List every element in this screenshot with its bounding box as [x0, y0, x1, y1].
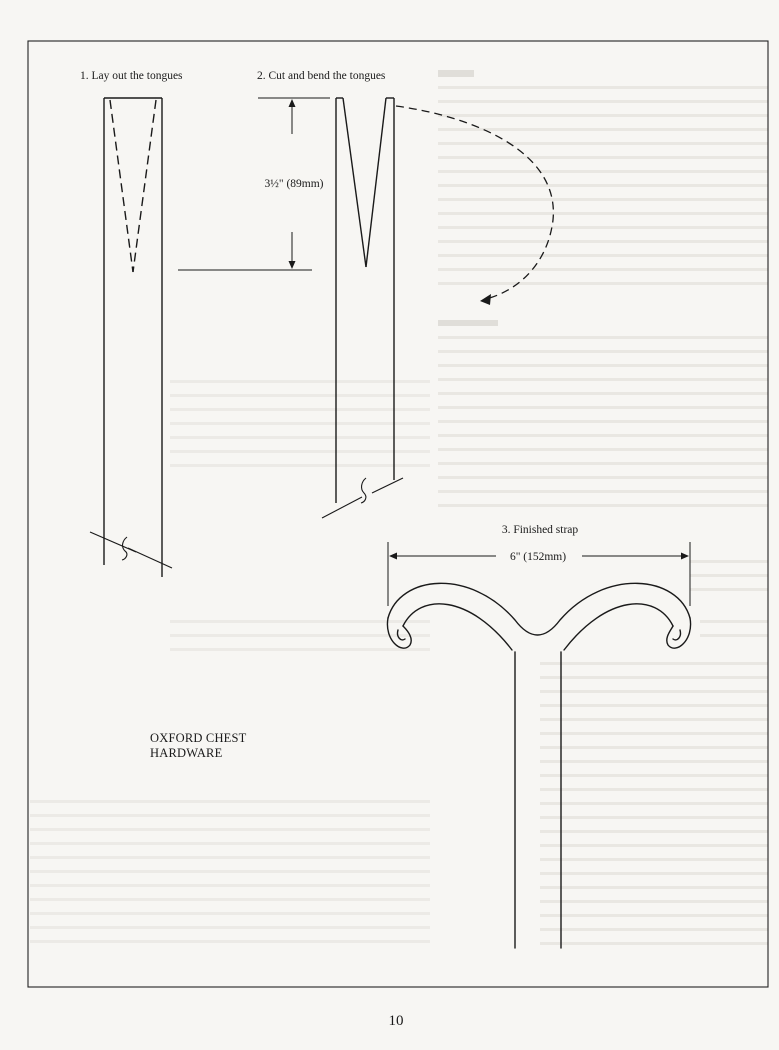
strap-width-label: 6" (152mm) — [509, 551, 567, 563]
step1-strap-blank — [90, 98, 172, 577]
caption-line-2: HARDWARE — [150, 746, 223, 760]
bend-direction-arrow — [396, 106, 553, 305]
step2-cut-strap — [322, 98, 403, 518]
step1-label: 1. Lay out the tongues — [80, 70, 183, 82]
page-number: 10 — [388, 1013, 404, 1029]
bleed-through-text — [30, 70, 768, 945]
step2-label: 2. Cut and bend the tongues — [257, 70, 386, 82]
step3-label: 3. Finished strap — [501, 524, 579, 536]
tongue-length-label: 3½" (89mm) — [264, 178, 324, 190]
finished-strap-shape — [387, 583, 690, 948]
caption-line-1: OXFORD CHEST — [150, 731, 247, 745]
